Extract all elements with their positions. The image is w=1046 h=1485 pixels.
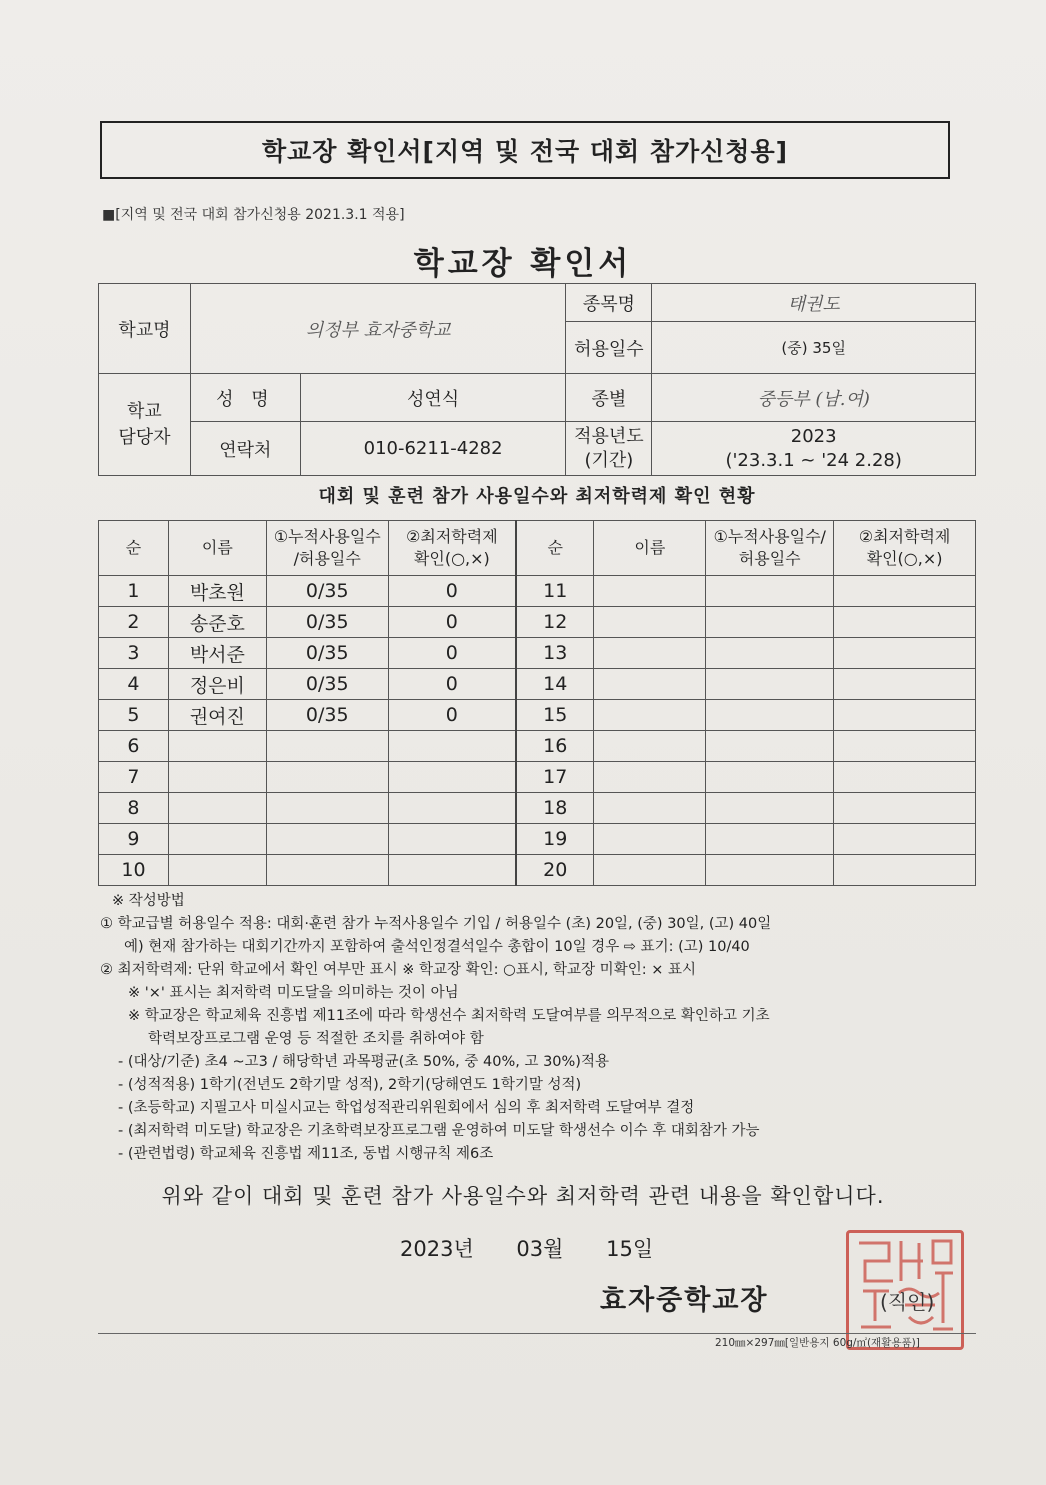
instruction-line: - (관련법령) 학교체육 진흥법 제11조, 동법 시행규칙 제6조 xyxy=(118,1146,494,1162)
instruction-line: ② 최저학력제: 단위 학교에서 확인 여부만 표시 ※ 학교장 확인: ○표시, 학교장 미확인: × 표시 xyxy=(100,962,696,978)
row-number: 17 xyxy=(516,762,594,793)
used-days xyxy=(706,855,834,886)
student-name: 송준호 xyxy=(168,607,266,638)
sport-label: 종목명 xyxy=(566,284,652,322)
academic-check xyxy=(388,793,516,824)
instruction-line: ① 학교급별 허용일수 적용: 대회·훈련 참가 누적사용일수 기입 / 허용일수 (초) 20일, (중) 30일, (고) 40일 xyxy=(100,916,772,932)
instruction-line: - (초등학교) 지필고사 미실시교는 학업성적관리위원회에서 심의 후 최저학력 도달여부 결정 xyxy=(118,1100,695,1116)
manager-label: 학교 담당자 xyxy=(99,374,191,476)
instructions xyxy=(100,890,980,1166)
date-month: 03월 xyxy=(516,1237,564,1261)
instruction-line: ※ 학교장은 학교체육 진흥법 제11조에 따라 학생선수 최저학력 도달여부를 의무적으로 확인하고 기초 xyxy=(128,1008,770,1024)
academic-check xyxy=(834,855,976,886)
student-name xyxy=(168,855,266,886)
header-title: 학교장 확인서[지역 및 전국 대회 참가신청용] xyxy=(261,137,789,166)
allowed-days-label: 허용일수 xyxy=(566,322,652,374)
instruction-line: - (최저학력 미도달) 학교장은 기초학력보장프로그램 운영하여 미도달 학생선수 이수 후 대회참가 가능 xyxy=(118,1123,760,1139)
col-name-2: 이름 xyxy=(594,521,706,576)
used-days: 0/35 xyxy=(266,607,388,638)
year-cell xyxy=(652,422,976,476)
student-name xyxy=(594,700,706,731)
used-days xyxy=(706,824,834,855)
info-table xyxy=(98,283,976,476)
instruction-line: - (성적적용) 1학기(전년도 2학기말 성적), 2학기(당해연도 1학기말 성적) xyxy=(118,1077,582,1093)
student-name xyxy=(594,638,706,669)
academic-check xyxy=(834,607,976,638)
category-label: 종별 xyxy=(566,374,652,422)
allowed-days-value: (중) 35일 xyxy=(652,322,976,374)
col-days-2: ①누적사용일수/ 허용일수 xyxy=(706,521,834,576)
name-label: 성 명 xyxy=(190,374,300,422)
academic-check xyxy=(834,793,976,824)
confirmation-statement: 위와 같이 대회 및 훈련 참가 사용일수와 최저학력 관련 내용을 확인합니다. xyxy=(161,1184,885,1208)
row-number: 19 xyxy=(516,824,594,855)
academic-check xyxy=(388,824,516,855)
col-days: ①누적사용일수 /허용일수 xyxy=(266,521,388,576)
period-value: ('23.3.1 ~ '24 2.28) xyxy=(725,449,902,471)
row-number: 18 xyxy=(516,793,594,824)
student-name: 권여진 xyxy=(168,700,266,731)
row-number: 8 xyxy=(99,793,169,824)
academic-check: 0 xyxy=(388,607,516,638)
document-header-box xyxy=(100,121,950,179)
student-name xyxy=(594,576,706,607)
col-no: 순 xyxy=(99,521,169,576)
row-number: 10 xyxy=(99,855,169,886)
academic-check: 0 xyxy=(388,576,516,607)
roster-header-row xyxy=(99,521,976,576)
document-title: 학교장 확인서 xyxy=(413,246,633,282)
row-number: 20 xyxy=(516,855,594,886)
seal-mark: (직인) xyxy=(880,1290,935,1314)
used-days xyxy=(706,576,834,607)
school-value: 의정부 효자중학교 xyxy=(190,284,566,374)
section-title: 대회 및 훈련 참가 사용일수와 최저학력제 확인 현황 xyxy=(318,486,756,507)
student-name xyxy=(168,793,266,824)
academic-check xyxy=(834,824,976,855)
student-name xyxy=(168,731,266,762)
academic-check xyxy=(388,855,516,886)
used-days: 0/35 xyxy=(266,638,388,669)
used-days xyxy=(266,731,388,762)
used-days xyxy=(706,700,834,731)
student-name xyxy=(594,793,706,824)
table-row xyxy=(99,855,976,886)
student-name xyxy=(168,762,266,793)
used-days xyxy=(706,607,834,638)
row-number: 15 xyxy=(516,700,594,731)
instruction-line: ※ '×' 표시는 최저학력 미도달을 의미하는 것이 아님 xyxy=(128,985,459,1001)
student-name: 박서준 xyxy=(168,638,266,669)
col-check-2: ②최저학력제 확인(○,×) xyxy=(834,521,976,576)
instruction-line: 예) 현재 참가하는 대회기간까지 포함하여 출석인정결석일수 총합이 10일 경우 ⇨ 표기: (고) 10/40 xyxy=(124,939,750,955)
col-check: ②최저학력제 확인(○,×) xyxy=(388,521,516,576)
row-number: 2 xyxy=(99,607,169,638)
year-label: 적용년도 (기간) xyxy=(566,422,652,476)
row-number: 6 xyxy=(99,731,169,762)
row-number: 13 xyxy=(516,638,594,669)
row-number: 3 xyxy=(99,638,169,669)
used-days: 0/35 xyxy=(266,576,388,607)
col-name: 이름 xyxy=(168,521,266,576)
school-label: 학교명 xyxy=(99,284,191,374)
table-row xyxy=(99,638,976,669)
date-day: 15일 xyxy=(606,1237,654,1261)
student-name xyxy=(594,762,706,793)
table-row xyxy=(99,576,976,607)
instruction-line: ※ 작성방법 xyxy=(112,893,185,909)
paper-spec: 210㎜×297㎜[일반용지 60g/㎡(재활용품)] xyxy=(715,1337,920,1349)
academic-check xyxy=(834,669,976,700)
principal-title: 효자중학교장 xyxy=(600,1285,769,1316)
row-number: 1 xyxy=(99,576,169,607)
table-row xyxy=(99,607,976,638)
used-days xyxy=(706,638,834,669)
form-version-note: ■[지역 및 전국 대회 참가신청용 2021.3.1 적용] xyxy=(102,207,405,223)
used-days xyxy=(706,669,834,700)
used-days xyxy=(266,855,388,886)
academic-check: 0 xyxy=(388,669,516,700)
manager-name: 성연식 xyxy=(300,374,566,422)
row-number: 12 xyxy=(516,607,594,638)
used-days: 0/35 xyxy=(266,700,388,731)
sport-value: 태권도 xyxy=(652,284,976,322)
row-number: 9 xyxy=(99,824,169,855)
contact-label: 연락처 xyxy=(190,422,300,476)
academic-check: 0 xyxy=(388,638,516,669)
academic-check xyxy=(834,700,976,731)
footer-divider xyxy=(98,1333,976,1334)
contact-value: 010-6211-4282 xyxy=(300,422,566,476)
row-number: 4 xyxy=(99,669,169,700)
academic-check xyxy=(834,731,976,762)
used-days: 0/35 xyxy=(266,669,388,700)
academic-check: 0 xyxy=(388,700,516,731)
academic-check xyxy=(388,762,516,793)
student-name xyxy=(168,824,266,855)
student-name xyxy=(594,855,706,886)
academic-check xyxy=(388,731,516,762)
table-row xyxy=(99,731,976,762)
row-number: 7 xyxy=(99,762,169,793)
student-name xyxy=(594,607,706,638)
date-year: 2023년 xyxy=(400,1237,474,1261)
table-row xyxy=(99,762,976,793)
student-name: 박초원 xyxy=(168,576,266,607)
row-number: 11 xyxy=(516,576,594,607)
used-days xyxy=(266,793,388,824)
row-number: 14 xyxy=(516,669,594,700)
used-days xyxy=(266,824,388,855)
student-name xyxy=(594,731,706,762)
academic-check xyxy=(834,576,976,607)
year-value: 2023 xyxy=(790,425,837,447)
table-row xyxy=(99,793,976,824)
academic-check xyxy=(834,762,976,793)
used-days xyxy=(266,762,388,793)
used-days xyxy=(706,762,834,793)
issue-date xyxy=(400,1233,689,1263)
table-row xyxy=(99,700,976,731)
used-days xyxy=(706,731,834,762)
student-name: 정은비 xyxy=(168,669,266,700)
instruction-line: - (대상/기준) 초4 ~고3 / 해당학년 과목평균(초 50%, 중 40%, 고 30%)적용 xyxy=(118,1054,609,1070)
table-row xyxy=(99,669,976,700)
student-name xyxy=(594,669,706,700)
instruction-line: 학력보장프로그램 운영 등 적절한 조치를 취하여야 함 xyxy=(148,1031,484,1047)
roster-table xyxy=(98,520,976,886)
row-number: 16 xyxy=(516,731,594,762)
category-value: 중등부 (남.여) xyxy=(652,374,976,422)
academic-check xyxy=(834,638,976,669)
used-days xyxy=(706,793,834,824)
student-name xyxy=(594,824,706,855)
col-no-2: 순 xyxy=(516,521,594,576)
row-number: 5 xyxy=(99,700,169,731)
table-row xyxy=(99,824,976,855)
